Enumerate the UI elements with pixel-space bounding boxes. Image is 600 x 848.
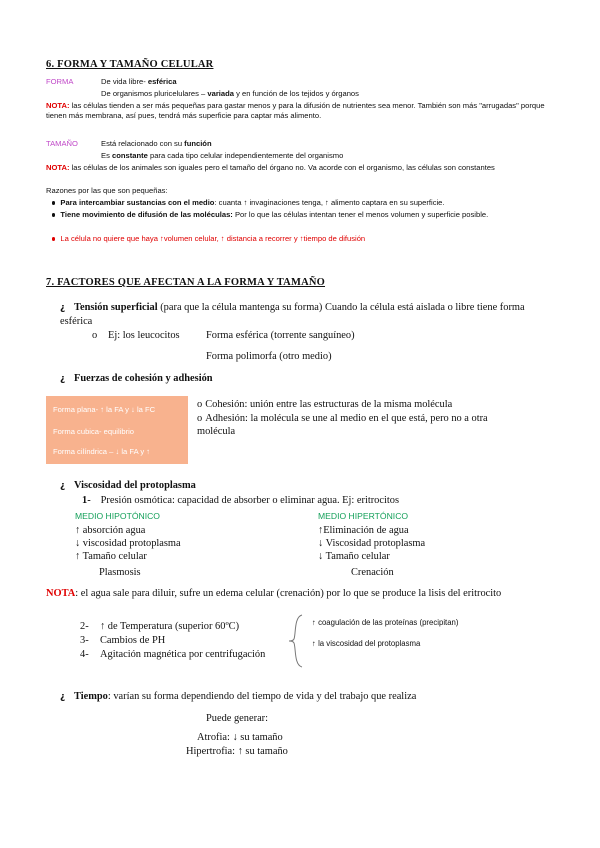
atrofia: Atrofia: ↓ su tamaño: [197, 732, 283, 743]
item-2: 2- ↑ de Temperatura (superior 60ºC): [80, 621, 240, 632]
hiper-2: ↓ Viscosidad protoplasma: [318, 538, 426, 549]
section-6-title: 6. FORMA Y TAMAÑO CELULAR: [46, 59, 214, 70]
puede-generar: Puede generar:: [206, 713, 269, 724]
ej-marker: o: [92, 330, 98, 341]
hipo-title: MEDIO HIPOTÓNICO: [75, 511, 160, 521]
hiper-1: ↑Eliminación de agua: [318, 525, 409, 536]
hipo-1: ↑ absorción agua: [75, 525, 146, 536]
tension-paragraph: ¿ Tensión superficial (para que la célula mantenga su forma) Cuando la célula está aislada o libre tiene forma esférica: [60, 302, 525, 327]
ej-text: Ej: los leucocitos: [108, 330, 180, 341]
coagulacion: ↑ coagulación de las proteínas (precipitan): [312, 618, 459, 627]
bullet-1: Para intercambiar sustancias con el medio: cuanta ↑ invaginaciones tenga, ↑ alimento captara en su superficie.: [52, 198, 445, 208]
viscosidad-aumento: ↑ la viscosidad del protoplasma: [312, 639, 421, 648]
question-mark-icon: ¿: [60, 303, 66, 313]
item-4: 4- Agitación magnética por centrifugación: [80, 649, 266, 660]
tamano-label: TAMAÑO: [46, 139, 78, 148]
hipo-result: Plasmosis: [99, 567, 141, 578]
forma-label: FORMA: [46, 77, 74, 86]
hiper-3: ↓ Tamaño celular: [318, 551, 390, 562]
fuerzas-heading: ¿ Fuerzas de cohesión y adhesión: [60, 373, 213, 384]
box-line-1: Forma plana- ↑ la FA y ↓ la FC: [53, 405, 156, 414]
question-mark-icon: ¿: [60, 374, 66, 384]
adhesion-item: o Adhesión: la molécula se une al medio en el que está, pero no a otra molécula: [197, 413, 488, 437]
cohesion-item: o Cohesión: unión entre las estructuras de la misma molécula: [197, 399, 453, 410]
tamano-line-1: Está relacionado con su función: [101, 139, 212, 148]
nota-1: NOTA: las células tienden a ser más pequeñas para gastar menos y para la difusión de nutrientes sea menor. También son más "arrugadas" porque tienen más membrana, así pues, tendrá más superficie para captar más alimento.: [46, 101, 545, 120]
nota-3: NOTA: el agua sale para diluir, sufre un edema celular (crenación) por lo que se produce la lisis del eritrocito: [46, 588, 502, 599]
viscosidad-heading: ¿ Viscosidad del protoplasma: [60, 480, 196, 491]
hiper-title: MEDIO HIPERTÓNICO: [318, 511, 409, 521]
tiempo-paragraph: ¿ Tiempo: varían su forma dependiendo del tiempo de vida y del trabajo que realiza: [60, 691, 417, 702]
forma-box: [46, 396, 188, 464]
box-line-2: Forma cubica- equilibrio: [53, 427, 135, 436]
box-line-3: Forma cilíndrica – ↓ la FA y ↑: [53, 447, 151, 456]
bullet-icon: [52, 237, 55, 240]
tamano-line-2: Es constante para cada tipo celular independientemente del organismo: [101, 151, 344, 160]
forma-polimorfa: Forma polimorfa (otro medio): [206, 351, 332, 362]
item-3: 3- Cambios de PH: [80, 635, 166, 646]
section-7-title: 7. FACTORES QUE AFECTAN A LA FORMA Y TAMAÑO: [46, 277, 326, 288]
forma-esferica: Forma esférica (torrente sanguíneo): [206, 330, 355, 341]
item-1: 1- Presión osmótica: capacidad de absorber o eliminar agua. Ej: eritrocitos: [82, 495, 399, 506]
bullet-2: Tiene movimiento de difusión de las moléculas: Por lo que las células intentan tener el menos volumen y superficie posible.: [52, 210, 542, 220]
nota-2: NOTA: las células de los animales son iguales pero el tamaño del órgano no. Va acorde con el organismo, las células son constantes: [46, 163, 495, 172]
question-mark-icon: ¿: [60, 692, 66, 702]
bullet-icon: [52, 201, 55, 204]
forma-line-1: De vida libre- esférica: [101, 77, 177, 86]
forma-line-2: De organismos pluricelulares – variada y en función de los tejidos y órganos: [101, 89, 359, 98]
question-mark-icon: ¿: [60, 481, 66, 491]
brace-icon: [288, 614, 304, 668]
bullet-icon: [52, 213, 55, 216]
hipertrofia: Hipertrofia: ↑ su tamaño: [186, 746, 288, 757]
hipo-3: ↑ Tamaño celular: [75, 551, 147, 562]
razones-heading: Razones por las que son pequeñas:: [46, 186, 168, 195]
bullet-3: La célula no quiere que haya ↑volumen celular, ↑ distancia a recorrer y ↑tiempo de difusión: [52, 234, 365, 244]
hiper-result: Crenación: [351, 567, 394, 578]
hipo-2: ↓ viscosidad protoplasma: [75, 538, 181, 549]
